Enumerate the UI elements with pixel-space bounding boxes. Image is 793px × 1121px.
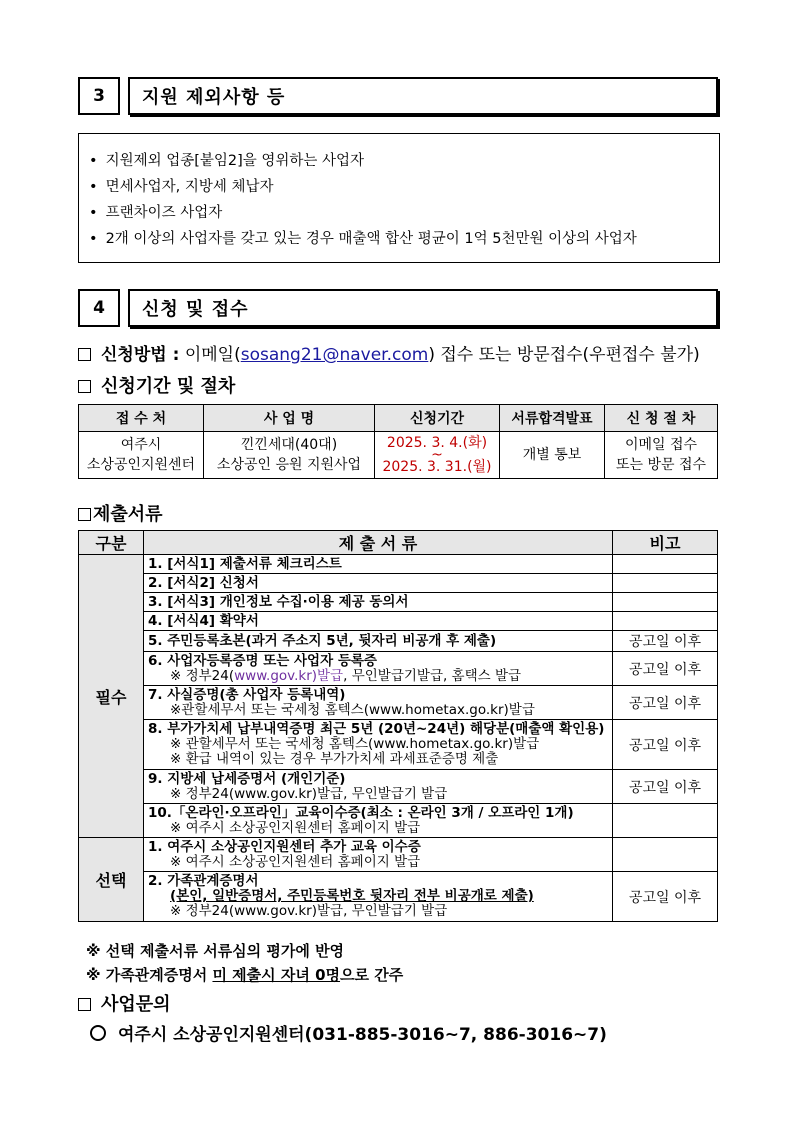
col-header: 서류합격발표 xyxy=(500,405,605,432)
footnote-2: ※ 가족관계증명서 미 제출시 자녀 0명으로 간주 xyxy=(86,966,404,984)
schedule-table xyxy=(78,404,718,479)
checkbox-icon xyxy=(78,508,91,521)
procedure-cell: 이메일 접수 또는 방문 접수 xyxy=(605,432,718,479)
col-header: 사 업 명 xyxy=(204,405,375,432)
section-4-header xyxy=(78,289,718,329)
table-row: 5. 주민등록초본(과거 주소지 5년, 뒷자리 비공개 후 제출) xyxy=(144,631,613,652)
section-title: 지원 제외사항 등 xyxy=(128,77,718,115)
col-header: 제 출 서 류 xyxy=(144,531,613,555)
col-header: 비고 xyxy=(613,531,718,555)
col-header: 신 청 절 차 xyxy=(605,405,718,432)
table-row: 3. [서식3] 개인정보 수집·이용 제공 동의서 xyxy=(144,593,613,612)
col-header: 접 수 처 xyxy=(79,405,204,432)
note-cell: 공고일 이후 xyxy=(613,720,718,770)
table-row: 2. 가족관계증명서 (본인, 일반증명서, 주민등록번호 뒷자리 전부 비공개로 제출) ※ 정부24(www.gov.kr)발급, 무인발급기 발급 xyxy=(144,872,613,922)
checkbox-icon xyxy=(78,380,91,393)
period-title: 신청기간 및 절차 xyxy=(101,376,236,397)
table-row: 7. 사실증명(총 사업자 등록내역) ※관할세무서 또는 국세청 홈텍스(www.hometax.go.kr)발급 xyxy=(144,686,613,720)
list-item: • 2개 이상의 사업자를 갖고 있는 경우 매출액 합산 평균이 1억 5천만원 이상의 사업자 xyxy=(89,226,719,252)
table-row: 2. [서식2] 신청서 xyxy=(144,574,613,593)
documents-table xyxy=(78,530,718,922)
method-pre: 이메일( xyxy=(184,345,241,365)
email-link[interactable]: sosang21@naver.com xyxy=(240,345,429,365)
col-header: 신청기간 xyxy=(375,405,500,432)
period-cell: 2025. 3. 4.(화) ~ 2025. 3. 31.(월) xyxy=(375,432,500,479)
footnote-1: ※ 선택 제출서류 서류심의 평가에 반영 xyxy=(86,942,345,960)
list-item: • 프랜차이즈 사업자 xyxy=(89,200,719,226)
method-label: 신청방법 : xyxy=(101,345,180,365)
project-cell: 낀낀세대(40대) 소상공인 응원 지원사업 xyxy=(204,432,375,479)
docs-title: 제출서류 xyxy=(93,504,163,525)
note-cell: 공고일 이후 xyxy=(613,770,718,804)
section-number: 3 xyxy=(78,77,120,115)
optional-label: 선택 xyxy=(79,838,144,922)
announce-cell: 개별 통보 xyxy=(500,432,605,479)
table-row: 4. [서식4] 확약서 xyxy=(144,612,613,631)
circle-bullet-icon xyxy=(90,1025,106,1041)
contact-line xyxy=(90,1020,607,1045)
method-post: ) 접수 또는 방문접수(우편접수 불가) xyxy=(428,345,700,365)
col-header: 구분 xyxy=(79,531,144,555)
inquiry-title: 사업문의 xyxy=(101,994,171,1015)
docs-heading xyxy=(78,500,163,526)
note-cell: 공고일 이후 xyxy=(613,872,718,922)
section-title: 신청 및 접수 xyxy=(128,289,718,327)
office-cell: 여주시 소상공인지원센터 xyxy=(79,432,204,479)
exclusion-box xyxy=(78,133,720,263)
method-line xyxy=(78,340,700,365)
required-label: 필수 xyxy=(79,555,144,838)
list-item: • 지원제외 업종[붙임2]을 영위하는 사업자 xyxy=(89,148,719,174)
table-row: 6. 사업자등록증명 또는 사업자 등록증 ※ 정부24(www.gov.kr)발급, 무인발급기발급, 홈택스 발급 xyxy=(144,652,613,686)
table-row: 1. [서식1] 제출서류 체크리스트 xyxy=(144,555,613,574)
checkbox-icon xyxy=(78,348,91,361)
section-number: 4 xyxy=(78,289,120,327)
table-row: 9. 지방세 납세증명서 (개인기준) ※ 정부24(www.gov.kr)발급, 무인발급기 발급 xyxy=(144,770,613,804)
table-row: 8. 부가가치세 납부내역증명 최근 5년 (20년~24년) 해당분(매출액 확인용) ※ 관할세무서 또는 국세청 홈텍스(www.hometax.go.kr)발급 ※ 환급 내역이 있는 경우 부가가치세 과세표준증명 제출 xyxy=(144,720,613,770)
inquiry-heading xyxy=(78,990,171,1016)
period-heading xyxy=(78,372,235,398)
checkbox-icon xyxy=(78,998,91,1011)
list-item: • 면세사업자, 지방세 체납자 xyxy=(89,174,719,200)
section-3-header xyxy=(78,77,718,117)
note-cell: 공고일 이후 xyxy=(613,686,718,720)
table-row: 1. 여주시 소상공인지원센터 추가 교육 이수증 ※ 여주시 소상공인지원센터 홈페이지 발급 xyxy=(144,838,613,872)
table-row: 10.「온라인·오프라인」교육이수증(최소 : 온라인 3개 / 오프라인 1개) ※ 여주시 소상공인지원센터 홈페이지 발급 xyxy=(144,804,613,838)
note-cell: 공고일 이후 xyxy=(613,652,718,686)
note-cell: 공고일 이후 xyxy=(613,631,718,652)
contact-text: 여주시 소상공인지원센터(031-885-3016~7, 886-3016~7) xyxy=(118,1025,607,1045)
